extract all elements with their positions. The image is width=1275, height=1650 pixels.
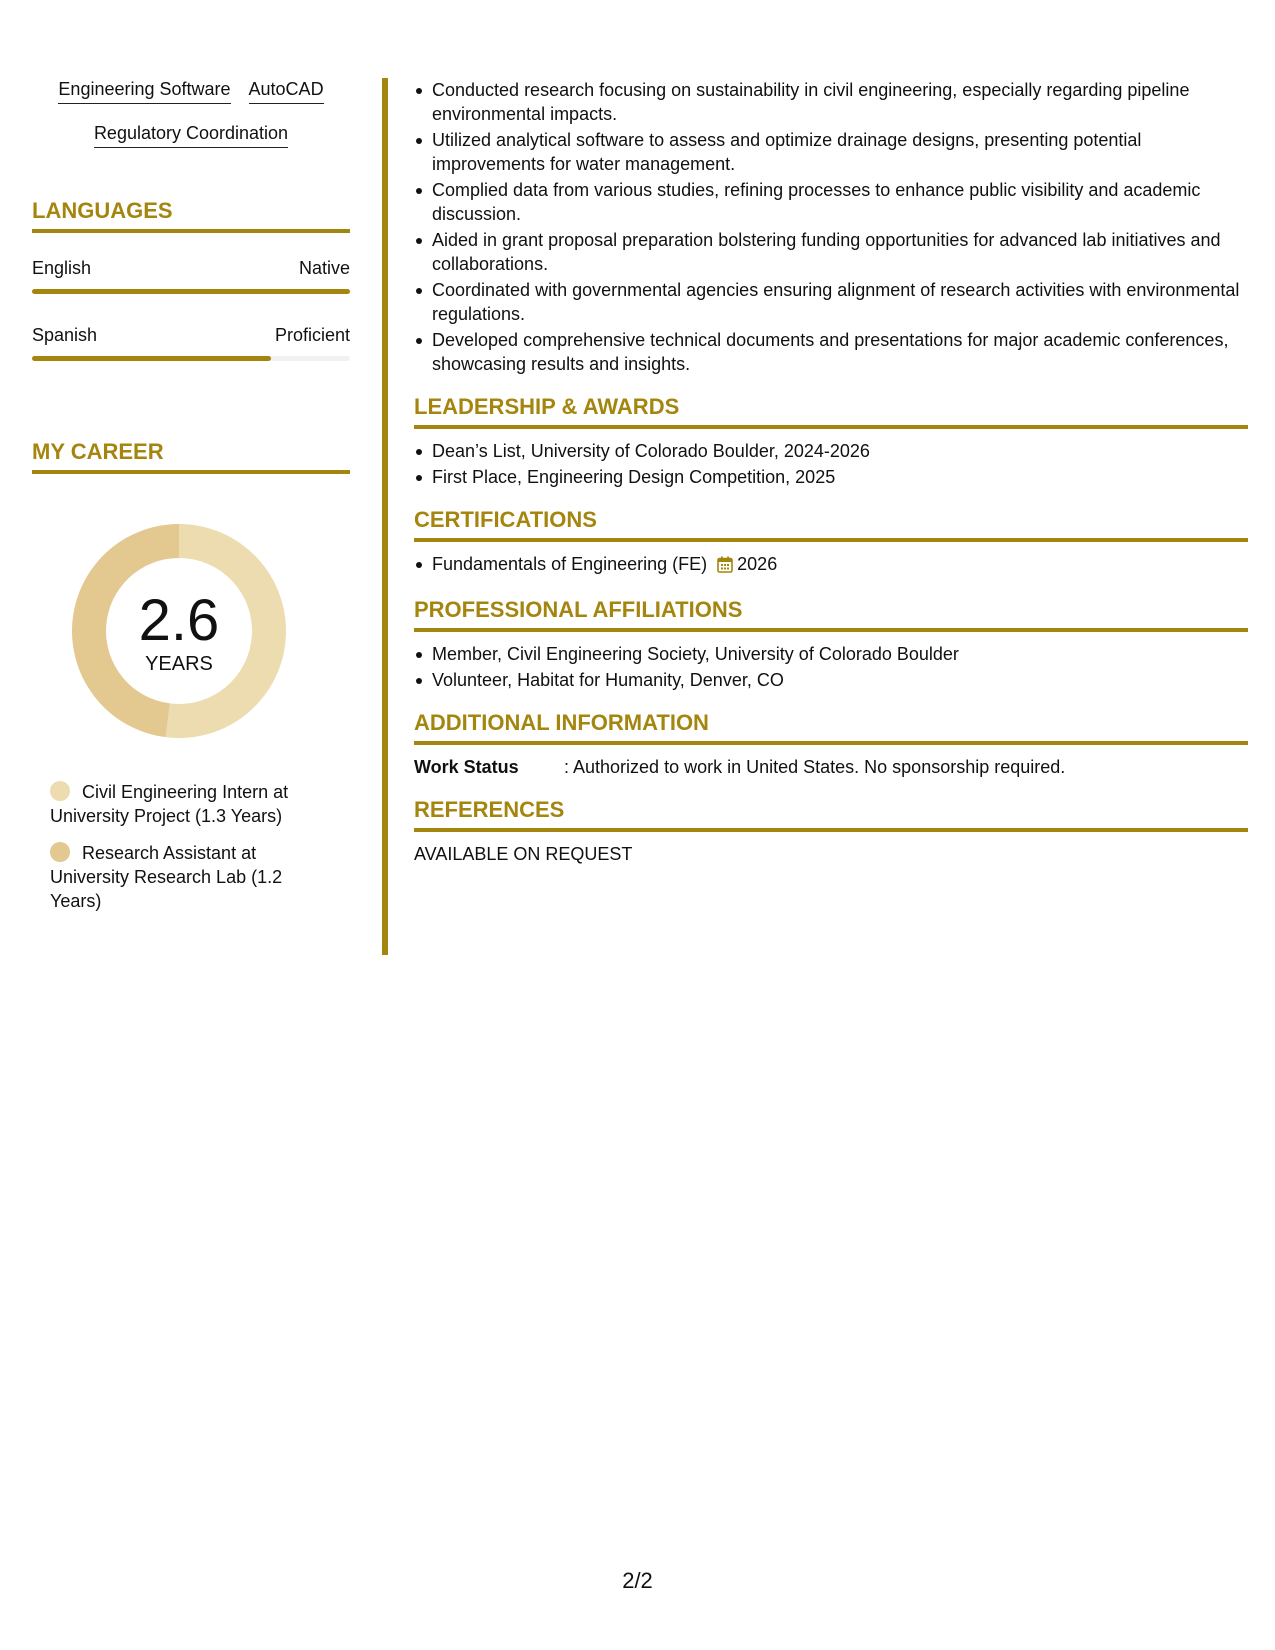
certification-name: Fundamentals of Engineering (FE) [432, 554, 708, 574]
list-item [432, 552, 1248, 579]
list-item: Member, Civil Engineering Society, University of Colorado Boulder [432, 642, 1248, 666]
language-name: Spanish [32, 325, 98, 345]
languages-section [32, 198, 350, 361]
work-status-row [414, 755, 1248, 779]
section-title: CERTIFICATIONS [414, 507, 1248, 542]
column-divider [382, 78, 388, 955]
career-total-label: YEARS [145, 653, 213, 675]
legend-dot [50, 781, 70, 801]
section-title: REFERENCES [414, 797, 1248, 832]
skill-tag: Engineering Software [58, 78, 230, 104]
list-item: First Place, Engineering Design Competition, 2025 [432, 465, 1248, 489]
section-title: ADDITIONAL INFORMATION [414, 710, 1248, 745]
section-title: LEADERSHIP & AWARDS [414, 394, 1248, 429]
certifications-section [414, 507, 1248, 579]
affiliations-section [414, 597, 1248, 692]
legend-item [50, 841, 310, 913]
language-bar [32, 289, 350, 294]
list-item: Conducted research focusing on sustainability in civil engineering, especially regarding pipeline environmental impacts. [432, 78, 1248, 126]
skill-tag: Regulatory Coordination [94, 122, 288, 148]
legend-label: Civil Engineering Intern at University Project (1.3 Years) [50, 782, 289, 826]
list-item: Dean’s List, University of Colorado Boulder, 2024-2026 [432, 439, 1248, 463]
career-total-value: 2.6 [138, 588, 220, 653]
language-bar [32, 356, 350, 361]
career-donut-chart [66, 518, 292, 744]
career-legend [50, 780, 310, 913]
skills-list [32, 78, 350, 148]
references-section [414, 797, 1248, 866]
legend-label: Research Assistant at University Research Lab (1.2 Years) [50, 843, 283, 911]
legend-dot [50, 842, 70, 862]
section-title: LANGUAGES [32, 198, 350, 233]
list-item: Aided in grant proposal preparation bolstering funding opportunities for advanced lab initiatives and collaborations. [432, 228, 1248, 276]
work-status-value: : Authorized to work in United States. No sponsorship required. [564, 757, 1066, 777]
work-status-label: Work Status [414, 757, 519, 777]
list-item: Utilized analytical software to assess and optimize drainage designs, presenting potential improvements for water management. [432, 128, 1248, 176]
left-column [32, 78, 350, 926]
references-text: AVAILABLE ON REQUEST [414, 844, 633, 864]
list-item: Complied data from various studies, refining processes to enhance public visibility and academic discussion. [432, 178, 1248, 226]
language-name: English [32, 258, 92, 278]
right-column [414, 78, 1248, 866]
language-item [32, 257, 350, 294]
language-item [32, 324, 350, 361]
leadership-section [414, 394, 1248, 489]
list-item: Volunteer, Habitat for Humanity, Denver, CO [432, 668, 1248, 692]
list-item: Developed comprehensive technical documents and presentations for major academic conferences, showcasing results and insights. [432, 328, 1248, 376]
career-section [32, 439, 350, 913]
legend-item [50, 780, 310, 828]
list-item: Coordinated with governmental agencies ensuring alignment of research activities with environmental regulations. [432, 278, 1248, 326]
certification-year: 2026 [737, 554, 778, 574]
section-title: MY CAREER [32, 439, 350, 474]
experience-bullets [414, 78, 1248, 376]
section-title: PROFESSIONAL AFFILIATIONS [414, 597, 1248, 632]
language-bar-fill [32, 289, 350, 294]
language-level: Native [298, 258, 350, 278]
skill-tag: AutoCAD [249, 78, 324, 104]
calendar-icon [717, 555, 733, 579]
language-level: Proficient [274, 325, 350, 345]
additional-info-section [414, 710, 1248, 779]
language-bar-fill [32, 356, 271, 361]
page-number: 2/2 [622, 1568, 653, 1593]
